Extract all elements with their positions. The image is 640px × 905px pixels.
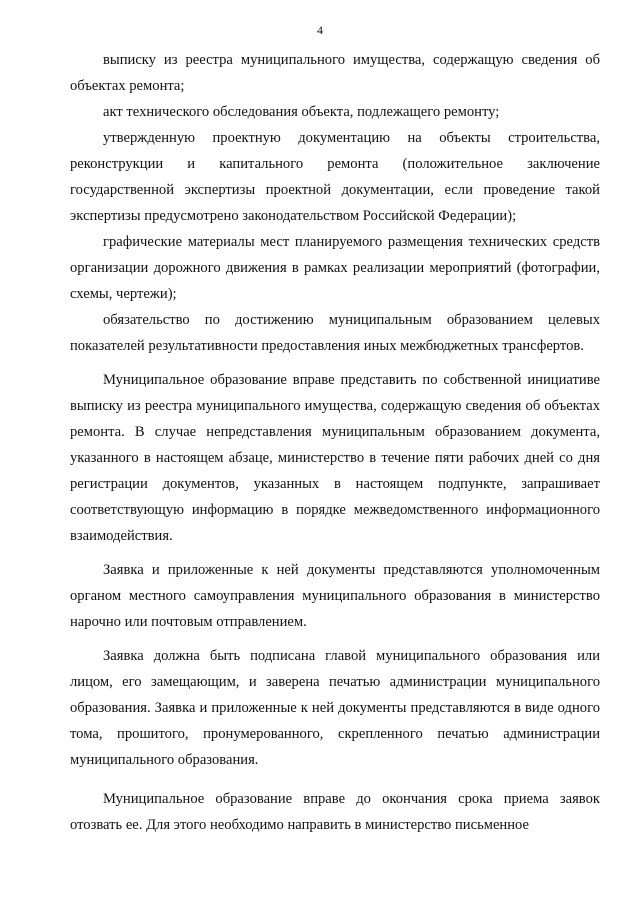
- document-body: [70, 47, 600, 838]
- paragraph-signature-requirements: Заявка должна быть подписана главой муниципального образования или лицом, его замещающим, и заверена печатью администрации муниципального образования. Заявка и приложенные к ней документы представляются в виде одного тома, прошитого, пронумерованного, скрепленного печатью администрации муниципального образования.: [70, 648, 600, 768]
- paragraph-submission-method: Заявка и приложенные к ней документы представляются уполномоченным органом местного самоуправления муниципального образования в министерство нарочно или почтовым отправлением.: [70, 562, 600, 630]
- paragraph-own-initiative: Муниципальное образование вправе представить по собственной инициативе выписку из реестра муниципального имущества, содержащую сведения об объектах ремонта. В случае непредставления муниципальным образованием документа, указанного в настоящем абзаце, министерство в течение пяти рабочих дней со дня регистрации документов, указанных в настоящем подпункте, запрашивает соответствующую информацию в порядке межведомственного информационного взаимодействия.: [70, 372, 600, 544]
- paragraph-extract-registry: выписку из реестра муниципального имущества, содержащую сведения об объектах ремонта;: [70, 52, 600, 94]
- page-number: 4: [317, 23, 323, 37]
- paragraph-withdrawal: Муниципальное образование вправе до окончания срока приема заявок отозвать ее. Для этого необходимо направить в министерство письменное: [70, 791, 600, 833]
- paragraph-inspection-act: акт технического обследования объекта, подлежащего ремонту;: [103, 104, 500, 120]
- paragraph-target-indicators: обязательство по достижению муниципальным образованием целевых показателей результативности предоставления иных межбюджетных трансфертов.: [70, 312, 600, 354]
- paragraph-graphic-materials: графические материалы мест планируемого размещения технических средств организации дорожного движения в рамках реализации мероприятий (фотографии, схемы, чертежи);: [70, 234, 600, 302]
- paragraph-project-documentation: утвержденную проектную документацию на объекты строительства, реконструкции и капитального ремонта (положительное заключение государственной экспертизы проектной документации, если проведение такой экспертизы предусмотрено законодательством Российской Федерации);: [70, 130, 600, 224]
